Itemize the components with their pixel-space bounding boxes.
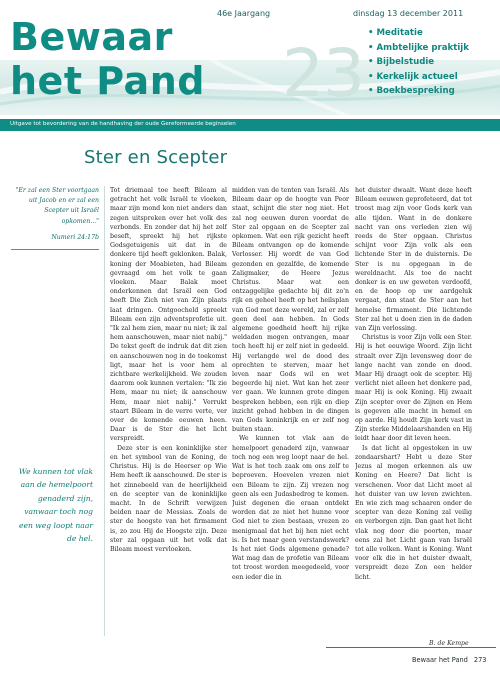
paragraph: Is dat licht al opgestoken in uw zondaarshart? Hebt u deze Ster Jezus al mogen erkennen als uw Koning en Heere? Dat licht is verschenen. Voor dat Licht moet al het duister van uw leven zwichten. En wie zich mag schaaren onder de scepter van deze Koning zal veilig en verborgen zijn. Dan gaat het licht vlak nog door die poorten, maar eens zal het Licht gaan van Israël tot alle volken. Want is Koning. Want voor elk die in het duister dwaalt, verspreidt deze Zon een helder licht. (355, 444, 472, 581)
article-column-3 (355, 186, 472, 646)
sidebar-quote-reference: Numeri 24:17b (51, 233, 99, 241)
volume-label: 46e Jaargang (217, 9, 271, 18)
topic-item: • Bijbelstudie (368, 55, 469, 70)
topic-item: • Ambtelijke praktijk (368, 41, 469, 56)
paragraph: Deze ster is een koninklijke ster en het symbool van de Koning, de Christus. Hij is de Heerser op Wie Hem heeft ik aanschouwd. De ster is het zinnebeeld van de heerlijkheid en de scepter van de koninklijke macht. In de Schrift verwijzen beiden naar de Messias. Zoals de ster de hoogste van het firmament is, zo zou Hij de Hoogste zijn. Deze ster zal opgaan uit het volk dat Bileam moest vervloeken. (110, 444, 227, 553)
footer-rule (326, 647, 496, 648)
author-signature: B. de Kempe (429, 640, 469, 647)
sidebar (11, 186, 99, 250)
issue-date: dinsdag 13 december 2011 (353, 9, 464, 18)
column-divider (104, 186, 105, 636)
article-title: Ster en Scepter (84, 147, 228, 168)
article-column-2 (232, 186, 349, 646)
tagline-bar (0, 119, 500, 131)
topics-list (368, 26, 469, 99)
tagline-text: Uitgave tot bevordering van de handhaving der oude Gereformeerde beginselen (10, 121, 236, 127)
masthead (0, 0, 500, 160)
pull-quote: We kunnen tot vlak aan de hemelpoort genaderd zijn, vanwaar toch nog een weg loopt naar de hel. (18, 467, 93, 544)
issue-number: 23 (282, 35, 364, 112)
topic-item: • Kerkelijk actueel (368, 70, 469, 85)
topic-item: • Meditatie (368, 26, 469, 41)
magazine-title-line1: Bewaar (10, 15, 173, 59)
paragraph: het duister dwaalt. Want deze heeft Bileam eeuwen geprofeteerd, dat tot troost mag zijn voor Gods kerk van alle tijden. Want in de donkere nacht van ons verleden zien wij reeds de Ster opgaan. Christus schijnt voor Zijn volk als een lichtende Ster in de duisternis. De Ster is nu opgegaan in de wereldnacht. Als toe de nacht donker is en uw geweten verdoofd, en de hoop op uw aardgeluk vergaat, dan staat de Ster aan het hemelse firmament. Die lichtende Ster zal het u doen zien in de daden van Zijn verlossing. (355, 187, 472, 333)
sidebar-quote: "Er zal een Ster voortgaan uit Jacob en er zal een Scepter uit Israël opkomen..." (15, 187, 99, 225)
topic-item: • Boekbespreking (368, 84, 469, 99)
sidebar-divider (11, 249, 99, 250)
page-footer (412, 656, 486, 664)
paragraph: Christus is voor Zijn volk een Ster. Hij is het eeuwige Woord. Zijn licht straalt over Zijn levensweg door de lange nacht van zonde en dood. Maar Hij draagt ook de scepter. Hij verlicht niet alleen het donkere pad, maar Hij is ook Koning. Hij zwaait Zijn scepter over de Zijnen en Hem is gegeven alle macht in hemel en op aarde. Hij houdt Zijn kerk vast in Zijn sterke Middelaarshanden en Hij leidt haar door dit leven heen. (355, 334, 472, 443)
page-number: 273 (473, 656, 487, 664)
footer-magazine-name: Bewaar het Pand (412, 656, 468, 664)
article-column-1 (110, 186, 227, 636)
paragraph: We kunnen tot vlak aan de hemelpoort genaderd zijn, vanwaar toch nog een weg loopt naar de hel. Wat is het toch zaak om ons zelf te beproeven. Hoevelen vrezen niet een Bileam te zijn. Zij vrezen nog geen als een Judasbedrog te komen. Juist degenen die eraan ontdekt worden dat ze niet het hunne voor God niet te zien bestaan, vrezen zo menigmaal dat het bij hen niet echt is. Is het maar geen verstandswerk? Is het niet Gods algemene genade? Wat mag dan de profetie van Bileam tot troost worden meegedeeld, voor een ieder die in (232, 435, 349, 581)
paragraph: Tot driemaal toe heeft Bileam al getracht het volk Israël te vloeken, maar zijn mond kon niet anders dan zegen uitspreken over het volk des verbonds. En zonder dat hij het zelf beseft, spreekt hij het rijkste Godsgetuigenis uit dat in de donkere tijd heeft geklonken. Balak, koning der Moabieten, had Bileam gevraagd om het volk te gaan vloeken. Maar Balak moet onderkennen dat Israël een God heeft Die Zich niet van Zijn plaats laat dringen. Ontgoocheld spreekt Bileam een zijn adventsprofetie uit. "Ik zal hem zien, maar nu niet; ik zal hem aanschouwen, maar niet nabij." De tekst geeft de indruk dat dit zien en aanschouwen nog in de toekomst ligt, maar het is voor hem al zichtbare werkelijkheid. We zouden daarom ook kunnen vertalen: "Ik zie Hem, maar nu niet; ik aanschouw Hem, maar niet nabij." Verrukt staart Bileam in de verre verte, ver over de komende eeuwen heen. Daar is de Ster die het licht verspreidt. (110, 187, 227, 443)
magazine-title-line2: het Pand (10, 59, 205, 103)
paragraph: midden van de tenten van Israël. Als Bileam daar op de hoogte van Peor staat, schijnt die ster nog niet. Het zal nog eeuwen duren voordat de Ster zal opgaan en de Scepter zal opkomen. Wat een rijk gezicht heeft Bileam ontvangen op de komende Verlosser. Hij wordt de van God gezonden en gezalfde, de komende Zaligmaker, de Heere Jezus Christus. Maar wat een ontzaggelijke gedachte bij dit zo'n rijk en geheel heeft op het heilsplan van God met deze wereld, zal er zelf geen deel aan hebben. In Gods algemene goedheid heeft hij rijke weldaden mogen ontvangen, maar toch heeft hij er zelf niet in gedeeld. Hij verlangde wel de dood des oprechten te sterven, maar het leven naar Gods wil en wet begeerde hij niet. Wat kan het zeer ver gaan. We kunnen grote dingen bespreken hebben, een rijk en diep inzicht gehad hebben in de dingen van Gods koninkrijk en er zelf nog buiten staan. (232, 187, 349, 434)
